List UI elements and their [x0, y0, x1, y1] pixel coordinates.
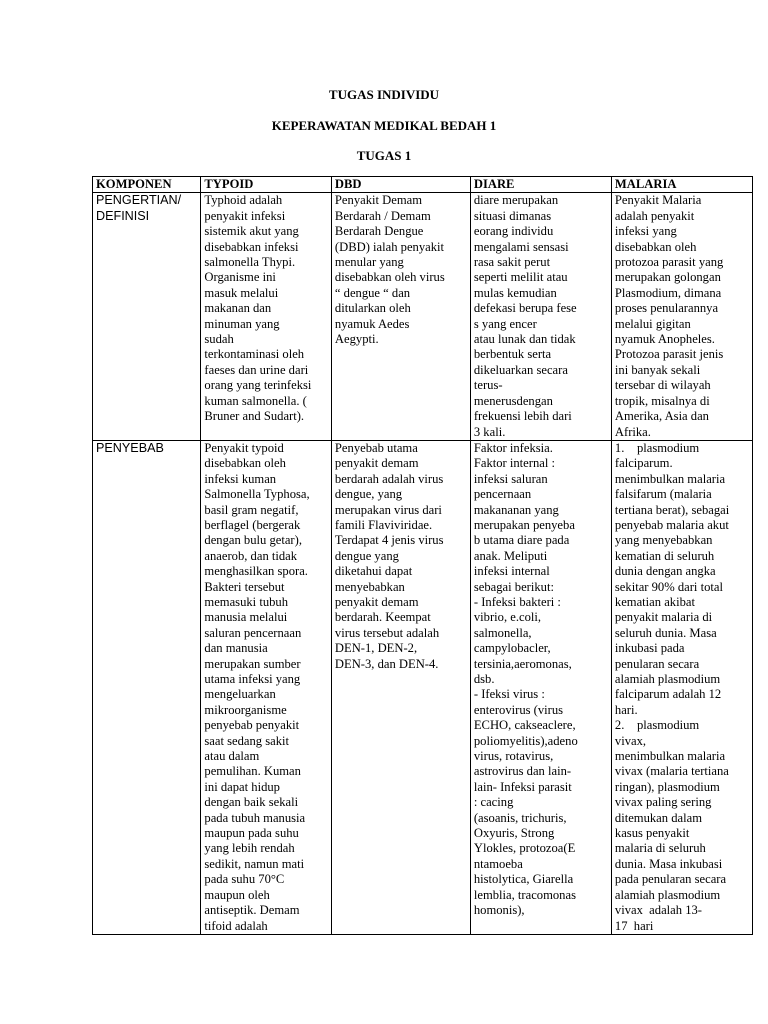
- comparison-table: [92, 176, 753, 935]
- cell-malaria-penyebab: 1. plasmodium falciparum. menimbulkan malaria falsifarum (malaria tertiana berat), sebagai penyebab malaria akut yang menyebabkan kematian di seluruh dunia dengan angka sekitar 90% dari total kematian akibat penyakit malaria di seluruh dunia. Masa inkubasi pada penularan secara alamiah plasmodium falciparum adalah 12 hari. 2. plasmodium vivax, menimbulkan malaria vivax (malaria tertiana ringan), plasmodium vivax paling sering ditemukan dalam kasus penyakit malaria di seluruh dunia. Masa inkubasi pada penularan secara alamiah plasmodium vivax adalah 13- 17 hari: [611, 440, 752, 934]
- document-title: TUGAS INDIVIDU: [328, 87, 440, 102]
- cell-malaria-pengertian: Penyakit Malaria adalah penyakit infeksi yang disebabkan oleh protozoa parasit yang merupakan golongan Plasmodium, dimana proses penularannya melalui gigitan nyamuk Anopheles. Protozoa parasit jenis ini banyak sekali tersebar di wilayah tropik, misalnya di Amerika, Asia dan Afrika.: [611, 193, 752, 441]
- row-label-penyebab: PENYEBAB: [93, 440, 201, 934]
- table-row: [93, 440, 753, 934]
- cell-dbd-penyebab: Penyebab utama penyakit demam berdarah adalah virus dengue, yang merupakan virus dari famili Flaviviridae. Terdapat 4 jenis virus dengue yang diketahui dapat menyebabkan penyakit demam berdarah. Keempat virus tersebut adalah DEN-1, DEN-2, DEN-3, dan DEN-4.: [331, 440, 470, 934]
- cell-typoid-pengertian: Typhoid adalah penyakit infeksi sistemik akut yang disebabkan infeksi salmonella Thypi. Organisme ini masuk melalui makanan dan minuman yang sudah terkontaminasi oleh faeses dan urine dari orang yang terinfeksi kuman salmonella. ( Bruner and Sudart).: [201, 193, 332, 441]
- header-dbd: DBD: [331, 177, 470, 193]
- cell-diare-pengertian: diare merupakan situasi dimanas eorang individu mengalami sensasi rasa sakit perut seperti melilit atau mulas kemudian defekasi berupa fese s yang encer atau lunak dan tidak berbentuk serta dikeluarkan secara terus- menerusdengan frekuensi lebih dari 3 kali.: [470, 193, 611, 441]
- course-title: KEPERAWATAN MEDIKAL BEDAH 1: [271, 118, 497, 133]
- table-row: [93, 193, 753, 441]
- cell-typoid-penyebab: Penyakit typoid disebabkan oleh infeksi kuman Salmonella Typhosa, basil gram negatif, berflagel (bergerak dengan bulu getar), anaerob, dan tidak menghasilkan spora. Bakteri tersebut memasuki tubuh manusia melalui saluran pencernaan dan manusia merupakan sumber utama infeksi yang mengeluarkan mikroorganisme penyebab penyakit saat sedang sakit atau dalam pemulihan. Kuman ini dapat hidup dengan baik sekali pada tubuh manusia maupun pada suhu yang lebih rendah sedikit, namun mati pada suhu 70°C maupun oleh antiseptik. Demam tifoid adalah: [201, 440, 332, 934]
- table-header-row: [93, 177, 753, 193]
- header-komponen: KOMPONEN: [93, 177, 201, 193]
- header-malaria: MALARIA: [611, 177, 752, 193]
- header-typoid: TYPOID: [201, 177, 332, 193]
- row-label-pengertian: PENGERTIAN/ DEFINISI: [93, 193, 201, 441]
- cell-diare-penyebab: Faktor infeksia. Faktor internal : infeksi saluran pencernaan makananan yang merupakan penyeba b utama diare pada anak. Meliputi infeksi internal sebagai berikut: - Infeksi bakteri : vibrio, e.coli, salmonella, campylobacler, tersinia,aeromonas, dsb. - Ifeksi virus : enterovirus (virus ECHO, cakseaclere, poliomyelitis),adeno virus, rotavirus, astrovirus dan lain- lain- Infeksi parasit : cacing (asoanis, trichuris, Oxyuris, Strong Ylokles, protozoa(E ntamoeba histolytica, Giarella lemblia, tracomonas homonis),: [470, 440, 611, 934]
- assignment-title: TUGAS 1: [356, 148, 412, 163]
- header-diare: DIARE: [470, 177, 611, 193]
- cell-dbd-pengertian: Penyakit Demam Berdarah / Demam Berdarah Dengue (DBD) ialah penyakit menular yang disebabkan oleh virus “ dengue “ dan ditularkan oleh nyamuk Aedes Aegypti.: [331, 193, 470, 441]
